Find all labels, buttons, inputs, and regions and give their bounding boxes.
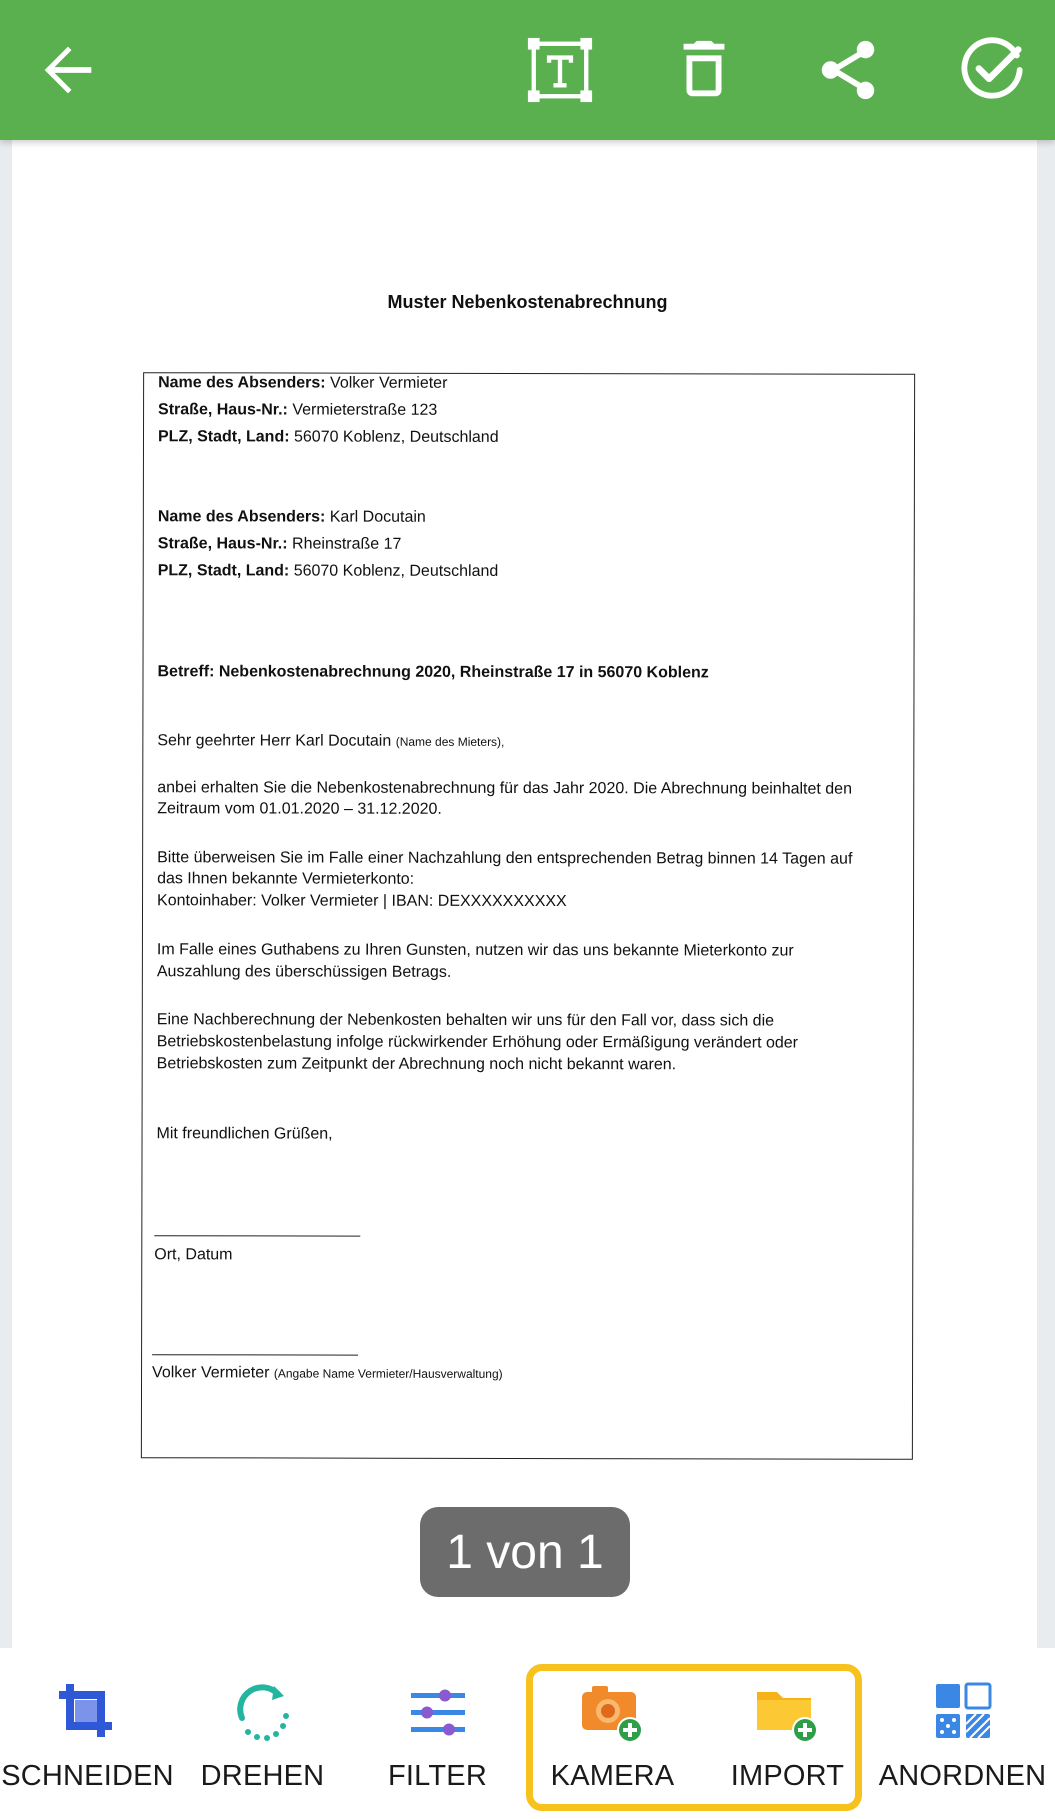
import-label: IMPORT bbox=[730, 1760, 845, 1792]
share-button[interactable] bbox=[798, 20, 898, 120]
sender-name-line bbox=[158, 373, 447, 394]
recipient-name-value: Karl Docutain bbox=[329, 508, 426, 526]
arrow-left-icon bbox=[33, 35, 103, 105]
arrange-label: ANORDNEN bbox=[878, 1760, 1047, 1792]
recipient-street-value: Rheinstraße 17 bbox=[292, 535, 402, 553]
subject-text: Betreff: Nebenkostenabrechnung 2020, Rheinstraße 17 in 56070 Koblenz bbox=[157, 663, 709, 682]
paragraph-1-line-1: anbei erhalten Sie die Nebenkostenabrechnung für das Jahr 2020. Die Abrechnung beinhaltet den bbox=[157, 779, 853, 798]
crop-icon bbox=[53, 1678, 123, 1748]
paragraph-4-line-3: Betriebskosten zum Zeitpunkt der Abrechnung noch nicht bekannt waren. bbox=[156, 1055, 677, 1074]
text-recognition-icon bbox=[525, 35, 595, 105]
place-date-label: Ort, Datum bbox=[154, 1246, 233, 1264]
paragraph-4-line-1: Eine Nachberechnung der Nebenkosten behalten wir uns für den Fall vor, dass sich die bbox=[156, 1011, 775, 1030]
salutation-line bbox=[157, 731, 504, 752]
paragraph-3-line-1: Im Falle eines Guthabens zu Ihren Gunsten, nutzen wir das uns bekannte Mieterkonto zur bbox=[156, 941, 794, 960]
signer-name: Volker Vermieter bbox=[152, 1364, 270, 1382]
rotate-button[interactable] bbox=[175, 1648, 350, 1819]
paragraph-4-line-2: Betriebskostenbelastung infolge rückwirkender Erhöhung oder Ermäßigung verändert oder bbox=[156, 1033, 799, 1052]
trash-icon bbox=[669, 35, 739, 105]
salutation-note: (Name des Mieters), bbox=[395, 734, 505, 749]
top-toolbar bbox=[0, 0, 1055, 140]
paragraph-2-line-1: Bitte überweisen Sie im Falle einer Nachzahlung den entsprechenden Betrag binnen 14 Tagen auf bbox=[157, 849, 853, 868]
sender-street-value: Vermieterstraße 123 bbox=[292, 401, 438, 419]
rotate-label: DREHEN bbox=[200, 1760, 325, 1792]
sender-city-label: PLZ, Stadt, Land: bbox=[157, 428, 290, 446]
camera-label: KAMERA bbox=[550, 1760, 675, 1792]
paragraph-3-line-2: Auszahlung des überschüssigen Betrags. bbox=[156, 963, 452, 981]
back-button[interactable] bbox=[18, 20, 118, 120]
subject-line bbox=[157, 662, 708, 683]
sender-name-label: Name des Absenders: bbox=[158, 374, 326, 392]
share-icon bbox=[813, 35, 883, 105]
paragraph-1-line-2: Zeitraum vom 01.01.2020 – 31.12.2020. bbox=[157, 800, 442, 818]
page-indicator: 1 von 1 bbox=[420, 1507, 630, 1597]
recipient-name-label: Name des Absenders: bbox=[157, 508, 326, 526]
camera-import-highlight bbox=[526, 1664, 862, 1811]
check-circle-icon bbox=[957, 35, 1027, 105]
sender-city-line bbox=[158, 427, 499, 448]
paragraph-2-line-2: das Ihnen bekannte Vermieterkonto: bbox=[157, 870, 415, 888]
sender-street-line bbox=[158, 400, 437, 421]
rotate-icon bbox=[228, 1678, 298, 1748]
recipient-name-line bbox=[158, 507, 426, 528]
closing-line: Mit freundlichen Grüßen, bbox=[156, 1125, 333, 1143]
arrange-grid-icon bbox=[928, 1678, 998, 1748]
sender-street-label: Straße, Haus-Nr.: bbox=[158, 401, 288, 419]
delete-button[interactable] bbox=[654, 20, 754, 120]
document-title: Muster Nebenkostenabrechnung bbox=[387, 292, 668, 312]
filter-button[interactable] bbox=[350, 1648, 525, 1819]
signer-signature-line bbox=[152, 1354, 358, 1355]
sender-city-value: 56070 Koblenz, Deutschland bbox=[293, 428, 499, 446]
recipient-city-label: PLZ, Stadt, Land: bbox=[157, 562, 290, 580]
filter-sliders-icon bbox=[403, 1678, 473, 1748]
letter-frame bbox=[141, 372, 915, 1460]
recipient-street-line bbox=[158, 534, 402, 555]
place-date-signature-line bbox=[154, 1235, 360, 1236]
salutation-text: Sehr geehrter Herr Karl Docutain bbox=[157, 732, 392, 750]
signer-note: (Angabe Name Vermieter/Hausverwaltung) bbox=[273, 1366, 503, 1381]
crop-label: SCHNEIDEN bbox=[1, 1760, 174, 1792]
recipient-street-label: Straße, Haus-Nr.: bbox=[157, 535, 288, 553]
crop-button[interactable] bbox=[0, 1648, 175, 1819]
signer-line bbox=[152, 1363, 503, 1384]
arrange-button[interactable] bbox=[875, 1648, 1050, 1819]
text-recognition-button[interactable] bbox=[510, 20, 610, 120]
paragraph-2-line-3: Kontoinhaber: Volker Vermieter | IBAN: DEXXXXXXXXXX bbox=[157, 892, 567, 911]
recipient-city-line bbox=[158, 561, 499, 582]
recipient-city-value: 56070 Koblenz, Deutschland bbox=[293, 562, 499, 580]
filter-label: FILTER bbox=[388, 1760, 487, 1792]
sender-name-value: Volker Vermieter bbox=[330, 374, 448, 392]
done-button[interactable] bbox=[942, 20, 1042, 120]
